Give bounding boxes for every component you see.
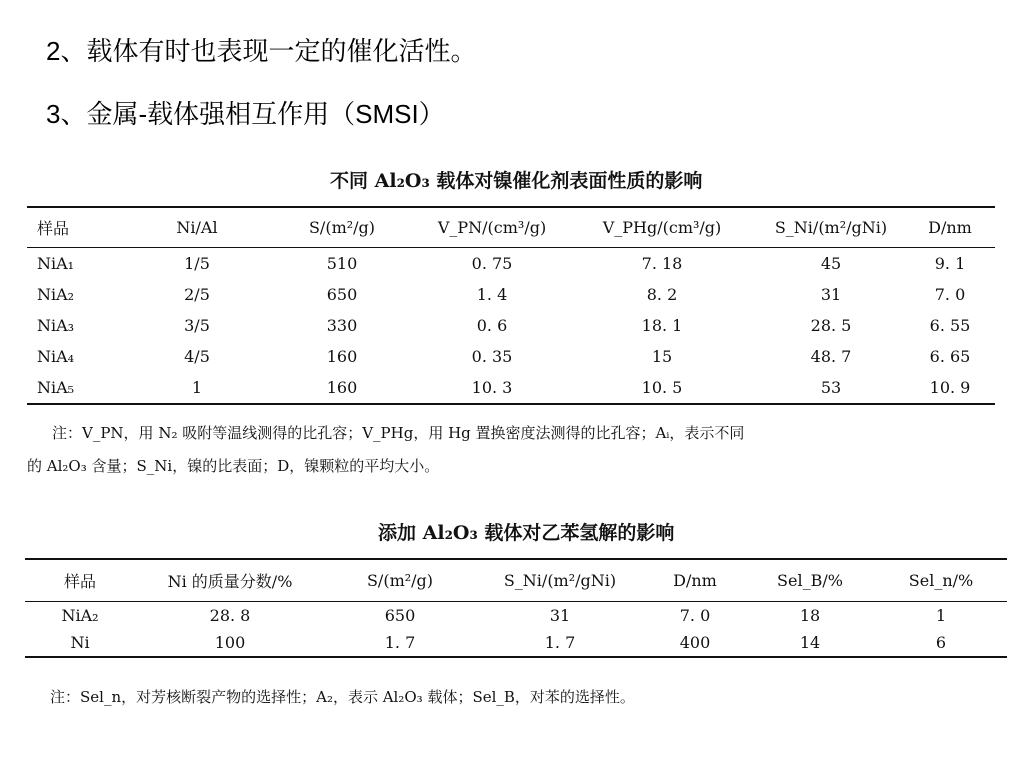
table-cell: 18. 1	[641, 316, 683, 335]
table-cell: 1. 4	[476, 285, 508, 304]
table-row	[27, 310, 995, 341]
table-cell: 1	[935, 606, 947, 625]
column-header: S_Ni/(m²/gNi)	[774, 218, 888, 237]
table-cell: 0. 6	[476, 316, 508, 335]
table2-title: 添加 Al₂O₃ 载体对乙苯氢解的影响	[378, 522, 675, 544]
table-alumina-support-surface	[27, 206, 995, 405]
table-cell: 7. 0	[679, 606, 711, 625]
table-cell: 4/5	[184, 347, 210, 366]
table-cell: 10. 5	[641, 378, 683, 397]
table-cell: 160	[326, 347, 358, 366]
table-cell: 160	[326, 378, 358, 397]
table-cell: 15	[651, 347, 673, 366]
table-cell: NiA₅	[37, 378, 75, 397]
column-header: Ni 的质量分数/%	[167, 572, 293, 591]
table-cell: 31	[549, 606, 571, 625]
column-header: V_PN/(cm³/g)	[437, 218, 547, 237]
table-cell: 330	[326, 316, 358, 335]
table2-header-row	[25, 560, 1007, 602]
table2-note: 注：Sel_n，对芳核断裂产物的选择性；A₂，表示 Al₂O₃ 载体；Sel_B，对苯的选择性。	[50, 688, 635, 706]
table-cell: NiA₁	[37, 254, 75, 273]
table-cell: 18	[799, 606, 821, 625]
column-header: Sel_n/%	[908, 571, 974, 590]
table1-title: 不同 Al₂O₃ 载体对镍催化剂表面性质的影响	[330, 170, 703, 192]
table1-note-line1: 注：V_PN，用 N₂ 吸附等温线测得的比孔容；V_PHg，用 Hg 置换密度法测得的比孔容；Aᵢ，表示不同	[52, 424, 745, 442]
table1-header-row	[27, 208, 995, 248]
column-header: V_PHg/(cm³/g)	[602, 218, 722, 237]
table-cell: 650	[384, 606, 416, 625]
heading-smsi: 3、金属-载体强相互作用（SMSI）	[46, 99, 445, 129]
table-cell: 8. 2	[646, 285, 678, 304]
table-cell: 6	[935, 633, 947, 652]
column-header: 样品	[37, 219, 70, 238]
table-cell: 1	[191, 378, 203, 397]
column-header: S/(m²/g)	[308, 218, 376, 237]
table-cell: NiA₄	[37, 347, 75, 366]
table-row	[27, 248, 995, 279]
table-row	[27, 341, 995, 372]
table-cell: 100	[214, 633, 246, 652]
table-ethylbenzene-hydrogenolysis	[25, 558, 1007, 658]
table-cell: 6. 65	[929, 347, 971, 366]
table-cell: NiA₂	[61, 606, 99, 625]
table-cell: NiA₂	[37, 285, 75, 304]
table-row	[27, 372, 995, 403]
table-cell: 510	[326, 254, 358, 273]
table-cell: 650	[326, 285, 358, 304]
table-cell: 0. 35	[471, 347, 513, 366]
column-header: Sel_B/%	[777, 571, 843, 590]
table-cell: Ni	[70, 633, 90, 652]
table-cell: 400	[679, 633, 711, 652]
table-cell: 7. 0	[934, 285, 966, 304]
table-cell: 6. 55	[929, 316, 971, 335]
column-header: S_Ni/(m²/gNi)	[503, 571, 617, 590]
table-cell: 1. 7	[544, 633, 576, 652]
heading-catalytic-activity: 2、载体有时也表现一定的催化活性。	[46, 36, 477, 66]
table-row	[25, 602, 1007, 629]
column-header: D/nm	[928, 218, 972, 237]
table-cell: 3/5	[184, 316, 210, 335]
table-cell: 48. 7	[810, 347, 852, 366]
table-cell: 28. 8	[209, 606, 251, 625]
table-cell: 1. 7	[384, 633, 416, 652]
table-cell: 0. 75	[471, 254, 513, 273]
table-row	[25, 629, 1007, 656]
table-cell: 9. 1	[934, 254, 966, 273]
table1-note-line2: 的 Al₂O₃ 含量；S_Ni，镍的比表面；D，镍颗粒的平均大小。	[27, 457, 440, 475]
table-cell: 10. 3	[471, 378, 513, 397]
table-row	[27, 279, 995, 310]
table-cell: 7. 18	[641, 254, 683, 273]
table-cell: 28. 5	[810, 316, 852, 335]
table-cell: NiA₃	[37, 316, 75, 335]
column-header: S/(m²/g)	[366, 571, 434, 590]
table-cell: 14	[799, 633, 821, 652]
table-cell: 45	[820, 254, 842, 273]
column-header: D/nm	[673, 571, 717, 590]
table-cell: 53	[820, 378, 842, 397]
table-cell: 31	[820, 285, 842, 304]
column-header: Ni/Al	[176, 218, 218, 237]
table-cell: 10. 9	[929, 378, 971, 397]
column-header: 样品	[63, 572, 96, 591]
table-cell: 2/5	[184, 285, 210, 304]
table-cell: 1/5	[184, 254, 210, 273]
